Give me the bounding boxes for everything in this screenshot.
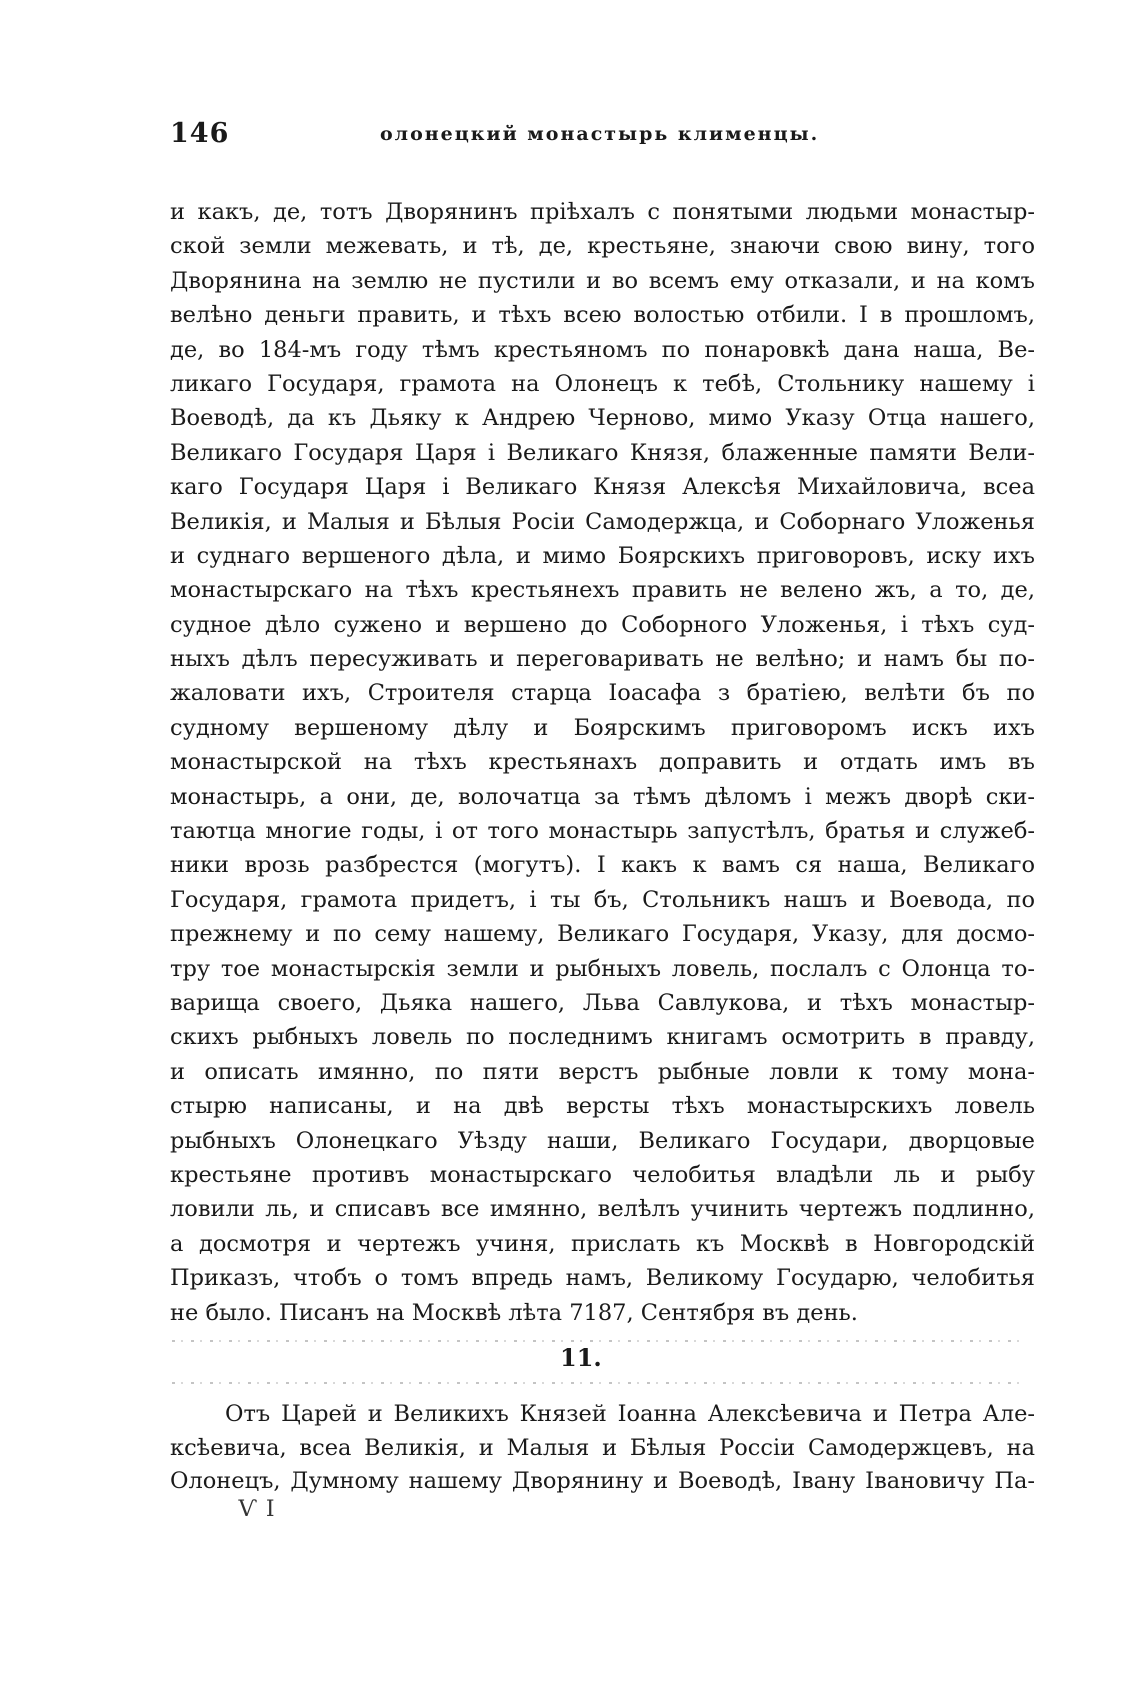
text-line: Воеводѣ, да къ Дьяку к Андрею Черново, мимо Указу Отца нашего,	[170, 405, 1035, 432]
page-number: 146	[170, 118, 230, 149]
second-document-block	[170, 1398, 1035, 1499]
text-line: Отъ Царей и Великихъ Князей Іоанна Алексѣевича и Петра Але-	[225, 1401, 1035, 1427]
text-line: ловили ль, и списавъ все имянно, велѣлъ учинить чертежъ подлинно,	[170, 1196, 1035, 1223]
text-line: Дворянина на землю не пустили и во всемъ ему отказали, и на комъ	[170, 267, 1035, 294]
document-number: 11.	[560, 1343, 602, 1372]
text-line: ской земли межевать, и тѣ, де, крестьяне, знаючи свою вину, того	[170, 233, 1035, 260]
text-line: и суднаго вершеного дѣла, и мимо Боярскихъ приговоровъ, иску ихъ	[170, 542, 1035, 569]
text-line: Приказъ, чтобъ о томъ впредь намъ, Великому Государю, челобитья	[170, 1265, 1035, 1292]
text-line: рыбныхъ Олонецкаго Уѣзду наши, Великаго Государи, дворцовые	[170, 1127, 1035, 1154]
running-title: олонецкий монастырь клименцы.	[380, 123, 820, 145]
text-line: скихъ рыбныхъ ловель по последнимъ книгамъ осмотрить в правду,	[170, 1024, 1035, 1051]
text-line: прежнему и по сему нашему, Великаго Государя, Указу, для досмо-	[170, 921, 1035, 948]
text-line-closing: не было. Писанъ на Москвѣ лѣта 7187, Сентября въ день.	[170, 1299, 858, 1326]
page-header	[170, 118, 1035, 158]
text-line: а досмотря и чертежъ учиня, прислать къ Москвѣ в Новгородскій	[170, 1230, 1035, 1257]
text-line: крестьяне противъ монастырскаго челобитья владѣли ль и рыбу	[170, 1161, 1035, 1188]
text-line: таютца многие годы, і от того монастырь запустѣлъ, братья и служеб-	[170, 818, 1035, 845]
text-line: Великаго Государя Царя і Великаго Князя, блаженные памяти Вели-	[170, 439, 1035, 466]
text-line: судному вершеному дѣлу и Боярскимъ приговоромъ искъ ихъ	[170, 714, 1035, 741]
text-line: велѣно деньги править, и тѣхъ всею волостью отбили. І в прошломъ,	[170, 302, 1035, 329]
text-line: жаловати ихъ, Строителя старца Іоасафа з братіею, велѣти бъ по	[170, 680, 1035, 707]
text-line: монастырь, а они, де, волочатца за тѣмъ дѣломъ і межъ дворѣ ски-	[170, 783, 1035, 810]
main-text-block	[170, 195, 1035, 1330]
text-line: ники врозь разбрестся (могутъ). І какъ к вамъ ся наша, Великаго	[170, 852, 1035, 879]
text-line: судное дѣло сужено и вершено до Соборного Уложенья, і тѣхъ суд-	[170, 611, 1035, 638]
text-line: ксѣевича, всеа Великія, и Малыя и Бѣлыя Россіи Самодержцевъ, на	[170, 1434, 1035, 1461]
text-line: стырю написаны, и на двѣ версты тѣхъ монастырскихъ ловель	[170, 1093, 1035, 1120]
text-line: тру тое монастырскія земли и рыбныхъ ловель, послалъ с Олонца то-	[170, 955, 1035, 982]
text-line: ныхъ дѣлъ пересуживать и переговаривать не велѣно; и намъ бы по-	[170, 646, 1035, 673]
text-line: Государя, грамота придетъ, і ты бъ, Стольникъ нашъ и Воевода, по	[170, 886, 1035, 913]
text-line: де, во 184-мъ году тѣмъ крестьяномъ по понаровкѣ дана наша, Ве-	[170, 336, 1035, 363]
show-through-noise	[172, 1340, 1027, 1342]
text-line: варища своего, Дьяка нашего, Льва Савлукова, и тѣхъ монастыр-	[170, 989, 1035, 1016]
text-line: монастырской на тѣхъ крестьянахъ доправить и отдать имъ въ	[170, 749, 1035, 776]
text-line: каго Государя Царя і Великаго Князя Алексѣя Михайловича, всеа	[170, 474, 1035, 501]
show-through-noise	[172, 1382, 1027, 1384]
text-line: ликаго Государя, грамота на Олонецъ к тебѣ, Стольнику нашему і	[170, 370, 1035, 397]
text-line: Великія, и Малыя и Бѣлыя Росіи Самодержца, и Соборнаго Уложенья	[170, 508, 1035, 535]
text-line: и какъ, де, тотъ Дворянинъ пріѣхалъ с понятыми людьми монастыр-	[170, 199, 1035, 225]
text-line: Олонецъ, Думному нашему Дворянину и Воеводѣ, Івану Івановичу Па-	[170, 1468, 1035, 1494]
text-line: монастырскаго на тѣхъ крестьянехъ править не велено жъ, а то, де,	[170, 577, 1035, 604]
text-line: и описать имянно, по пяти верстъ рыбные ловли к тому мона-	[170, 1058, 1035, 1085]
cut-off-line-fragment: Ѵ I	[238, 1497, 276, 1522]
